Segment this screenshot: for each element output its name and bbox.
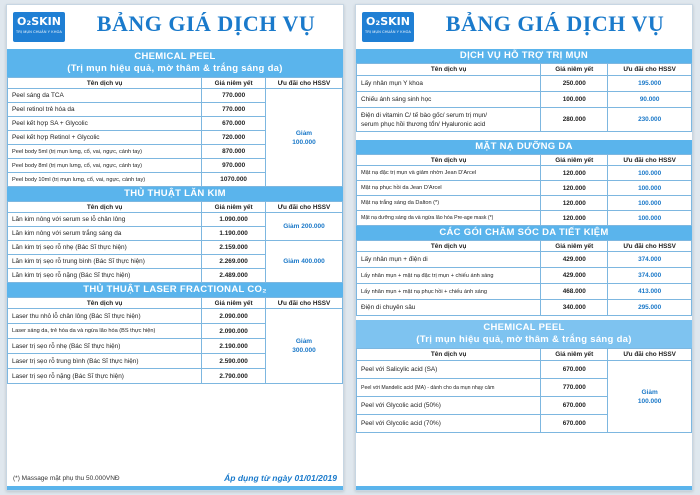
service-name: Laser trị sẹo rỗ nặng (Bác Sĩ thực hiện) [8, 369, 202, 384]
service-price: 2.090.000 [202, 309, 266, 324]
service-name: Peel kết hợp SA + Glycolic [8, 117, 202, 131]
service-name: Mặt nạ đặc trị mụn và giảm nhờn Jean D'Arcel [357, 166, 541, 181]
hssv-price: 100.000 [608, 181, 692, 196]
chemical-peel-table [356, 348, 692, 433]
service-price: 429.000 [541, 252, 608, 268]
hssv-price: 90.000 [608, 92, 692, 108]
section-heading-ho-tro: DỊCH VỤ HỖ TRỢ TRỊ MỤN [356, 49, 692, 63]
section-heading-chemical-peel [7, 49, 343, 77]
service-price: 340.000 [541, 300, 608, 316]
col-header-price: Giá niêm yết [202, 202, 266, 213]
col-header-price: Giá niêm yết [541, 64, 608, 76]
service-name: Peel với Salicylic acid (SA) [357, 361, 541, 379]
hssv-deal: Giảm 200.000 [265, 213, 342, 241]
right-price-sheet [355, 4, 693, 491]
hssv-price: 100.000 [608, 211, 692, 226]
brand-name: O₂SKIN [17, 15, 61, 28]
mat-na-table [356, 154, 692, 226]
hssv-deal: Giảm 400.000 [265, 241, 342, 283]
service-name: Lăn kim nông với serum trắng sáng da [8, 227, 202, 241]
service-price: 120.000 [541, 211, 608, 226]
hssv-deal: Giảm 300.000 [265, 309, 342, 384]
table-row [357, 92, 692, 108]
brand-name: O₂SKIN [366, 15, 410, 28]
table-row [357, 361, 692, 379]
sheet-header [7, 5, 343, 49]
service-name: Peel body 10ml (trị mụn lưng, cổ, vai, ngực, cánh tay) [8, 173, 202, 187]
table-row [357, 300, 692, 316]
ho-tro-table [356, 63, 692, 132]
service-price: 250.000 [541, 76, 608, 92]
service-price: 2.790.000 [202, 369, 266, 384]
hssv-deal: Giảm 100.000 [608, 361, 692, 433]
service-name: Mặt nạ dưỡng sáng da và ngừa lão hóa Pre-age mask [361, 215, 487, 221]
lan-kim-table [7, 201, 343, 283]
col-header-hssv: Ưu đãi cho HSSV [608, 64, 692, 76]
table-row [8, 213, 343, 227]
hssv-price: 295.000 [608, 300, 692, 316]
service-price: 670.000 [541, 361, 608, 379]
service-name: Lăn kim trị sẹo rỗ trung bình (Bác Sĩ thực hiện) [8, 255, 202, 269]
section-heading-laser: THỦ THUẬT LASER FRACTIONAL CO₂ [7, 283, 343, 297]
brand-logo [362, 12, 414, 42]
page-title: BẢNG GIÁ DỊCH VỤ [96, 11, 316, 36]
service-name: Lăn kim trị sẹo rỗ nặng (Bác Sĩ thực hiện) [8, 269, 202, 283]
service-price: 670.000 [202, 117, 266, 131]
col-header-price: Giá niêm yết [541, 241, 608, 252]
chemical-peel-table [7, 77, 343, 187]
service-name: Peel với Glycolic acid (70%) [357, 415, 541, 433]
hssv-price: 195.000 [608, 76, 692, 92]
service-price: 770.000 [202, 103, 266, 117]
sheet-header [356, 5, 692, 49]
service-name: Lăn kim trị sẹo rỗ nhẹ (Bác Sĩ thực hiện) [8, 241, 202, 255]
service-price: 120.000 [541, 166, 608, 181]
service-name: Peel body 8ml (trị mụn lưng, cổ, vai, ngực, cánh tay) [8, 159, 202, 173]
col-header-price: Giá niêm yết [202, 78, 266, 89]
service-name: Mặt nạ phục hồi da Jean D'Arcel [357, 181, 541, 196]
service-price: 2.489.000 [202, 269, 266, 283]
hssv-price: 100.000 [608, 166, 692, 181]
service-price: 870.000 [202, 145, 266, 159]
section-heading-lan-kim: THỦ THUẬT LĂN KIM [7, 187, 343, 201]
service-price: 770.000 [202, 89, 266, 103]
hssv-price: 374.000 [608, 268, 692, 284]
col-header-name: Tên dịch vụ [357, 155, 541, 166]
laser-table [7, 297, 343, 384]
table-row [357, 252, 692, 268]
col-header-name: Tên dịch vụ [8, 298, 202, 309]
service-price: 770.000 [541, 379, 608, 397]
asterisk-mark: (*) [433, 200, 440, 206]
table-row [357, 76, 692, 92]
table-row [357, 166, 692, 181]
service-name: Lấy nhân mụn Y khoa [357, 76, 541, 92]
brand-logo [13, 12, 65, 42]
service-price: 2.090.000 [202, 324, 266, 339]
page-title: BẢNG GIÁ DỊCH VỤ [445, 11, 665, 36]
left-price-sheet [6, 4, 344, 491]
table-row [357, 196, 692, 211]
service-name: Peel body 5ml (trị mụn lưng, cổ, vai, ngực, cánh tay) [8, 145, 202, 159]
table-row [357, 268, 692, 284]
section-heading-mat-na: MẶT NẠ DƯỠNG DA [356, 140, 692, 154]
col-header-hssv: Ưu đãi cho HSSV [608, 349, 692, 361]
footer [13, 475, 337, 482]
col-header-hssv: Ưu đãi cho HSSV [608, 155, 692, 166]
table-row [8, 241, 343, 255]
col-header-hssv: Ưu đãi cho HSSV [265, 202, 342, 213]
service-price: 720.000 [202, 131, 266, 145]
service-name: Lấy nhân mụn + điện di [357, 252, 541, 268]
col-header-price: Giá niêm yết [202, 298, 266, 309]
service-name: Laser trị sẹo rỗ trung bình (Bác Sĩ thực hiện) [8, 354, 202, 369]
section-heading-chemical-peel [356, 320, 692, 348]
service-price: 280.000 [541, 108, 608, 132]
service-price: 120.000 [541, 196, 608, 211]
service-name: Peel sáng da TCA [8, 89, 202, 103]
brand-tagline: TRỊ MỤN CHUẨN Y KHOA [15, 30, 63, 34]
section-title: CHEMICAL PEEL [134, 51, 216, 62]
goi-cham-soc-table [356, 240, 692, 316]
service-price: 1070.000 [202, 173, 266, 187]
service-price: 670.000 [541, 397, 608, 415]
service-price: 2.190.000 [202, 339, 266, 354]
service-price: 970.000 [202, 159, 266, 173]
table-row [357, 284, 692, 300]
section-subtitle: (Trị mụn hiệu quả, mờ thâm & trắng sáng da) [67, 63, 283, 74]
service-price: 2.269.000 [202, 255, 266, 269]
apply-date: Áp dụng từ ngày 01/01/2019 [224, 473, 337, 483]
brand-tagline: TRỊ MỤN CHUẨN Y KHOA [364, 30, 412, 34]
col-header-hssv: Ưu đãi cho HSSV [265, 298, 342, 309]
service-price: 468.000 [541, 284, 608, 300]
hssv-price: 413.000 [608, 284, 692, 300]
service-price: 2.159.000 [202, 241, 266, 255]
col-header-name: Tên dịch vụ [357, 349, 541, 361]
service-name: Peel retinol trẻ hóa da [8, 103, 202, 117]
service-price: 120.000 [541, 181, 608, 196]
col-header-name: Tên dịch vụ [357, 64, 541, 76]
hssv-deal: Giảm 100.000 [265, 89, 342, 187]
hssv-price: 374.000 [608, 252, 692, 268]
service-name: Peel với Mandelic acid (MA) - dành cho da mụn nhạy cảm [357, 379, 541, 397]
hssv-price: 230.000 [608, 108, 692, 132]
hssv-price: 100.000 [608, 196, 692, 211]
service-name: Peel kết hợp Retinol + Glycolic [8, 131, 202, 145]
footnote: (*) Massage mặt phụ thu 50.000VNĐ [13, 475, 120, 482]
service-name: Lấy nhân mụn + mặt nạ đặc trị mụn + chiếu ánh sáng [357, 268, 541, 284]
table-row [8, 89, 343, 103]
col-header-hssv: Ưu đãi cho HSSV [265, 78, 342, 89]
service-price: 100.000 [541, 92, 608, 108]
bottom-bar [356, 486, 692, 490]
service-name: Laser sáng da, trẻ hóa da và ngừa lão hóa (BS thực hiện) [8, 324, 202, 339]
service-price: 2.590.000 [202, 354, 266, 369]
section-subtitle: (Trị mụn hiệu quả, mờ thâm & trắng sáng da) [416, 334, 632, 345]
service-name: Điện di chuyên sâu [357, 300, 541, 316]
col-header-price: Giá niêm yết [541, 349, 608, 361]
table-row [357, 181, 692, 196]
service-name: Lấy nhân mụn + mặt nạ phục hồi + chiếu ánh sáng [357, 284, 541, 300]
service-price: 1.190.000 [202, 227, 266, 241]
service-name: Điện di vitamin C/ tế bào gốc/ serum trị mụn/ [361, 111, 488, 119]
col-header-name: Tên dịch vụ [8, 202, 202, 213]
service-name: Laser trị sẹo rỗ nhẹ (Bác Sĩ thực hiện) [8, 339, 202, 354]
service-name: Laser thu nhỏ lỗ chân lông (Bác Sĩ thực hiện) [8, 309, 202, 324]
col-header-hssv: Ưu đãi cho HSSV [608, 241, 692, 252]
service-price: 1.090.000 [202, 213, 266, 227]
service-name: Peel với Glycolic acid (50%) [357, 397, 541, 415]
service-name: Mặt nạ trắng sáng da Dalton [361, 200, 432, 206]
asterisk-mark: (*) [487, 215, 494, 221]
col-header-price: Giá niêm yết [541, 155, 608, 166]
table-row [357, 108, 692, 132]
section-heading-goi-cham-soc: CÁC GÓI CHĂM SÓC DA TIẾT KIỆM [356, 226, 692, 240]
col-header-name: Tên dịch vụ [8, 78, 202, 89]
service-name: Lăn kim nông với serum se lỗ chân lông [8, 213, 202, 227]
service-price: 429.000 [541, 268, 608, 284]
service-name-line2: serum phục hồi thương tổn/ Hyaluronic acid [361, 120, 486, 128]
service-name: Chiếu ánh sáng sinh học [357, 92, 541, 108]
table-row [8, 309, 343, 324]
col-header-name: Tên dịch vụ [357, 241, 541, 252]
table-row [357, 211, 692, 226]
bottom-bar [7, 486, 343, 490]
service-price: 670.000 [541, 415, 608, 433]
section-title: CHEMICAL PEEL [483, 322, 565, 333]
